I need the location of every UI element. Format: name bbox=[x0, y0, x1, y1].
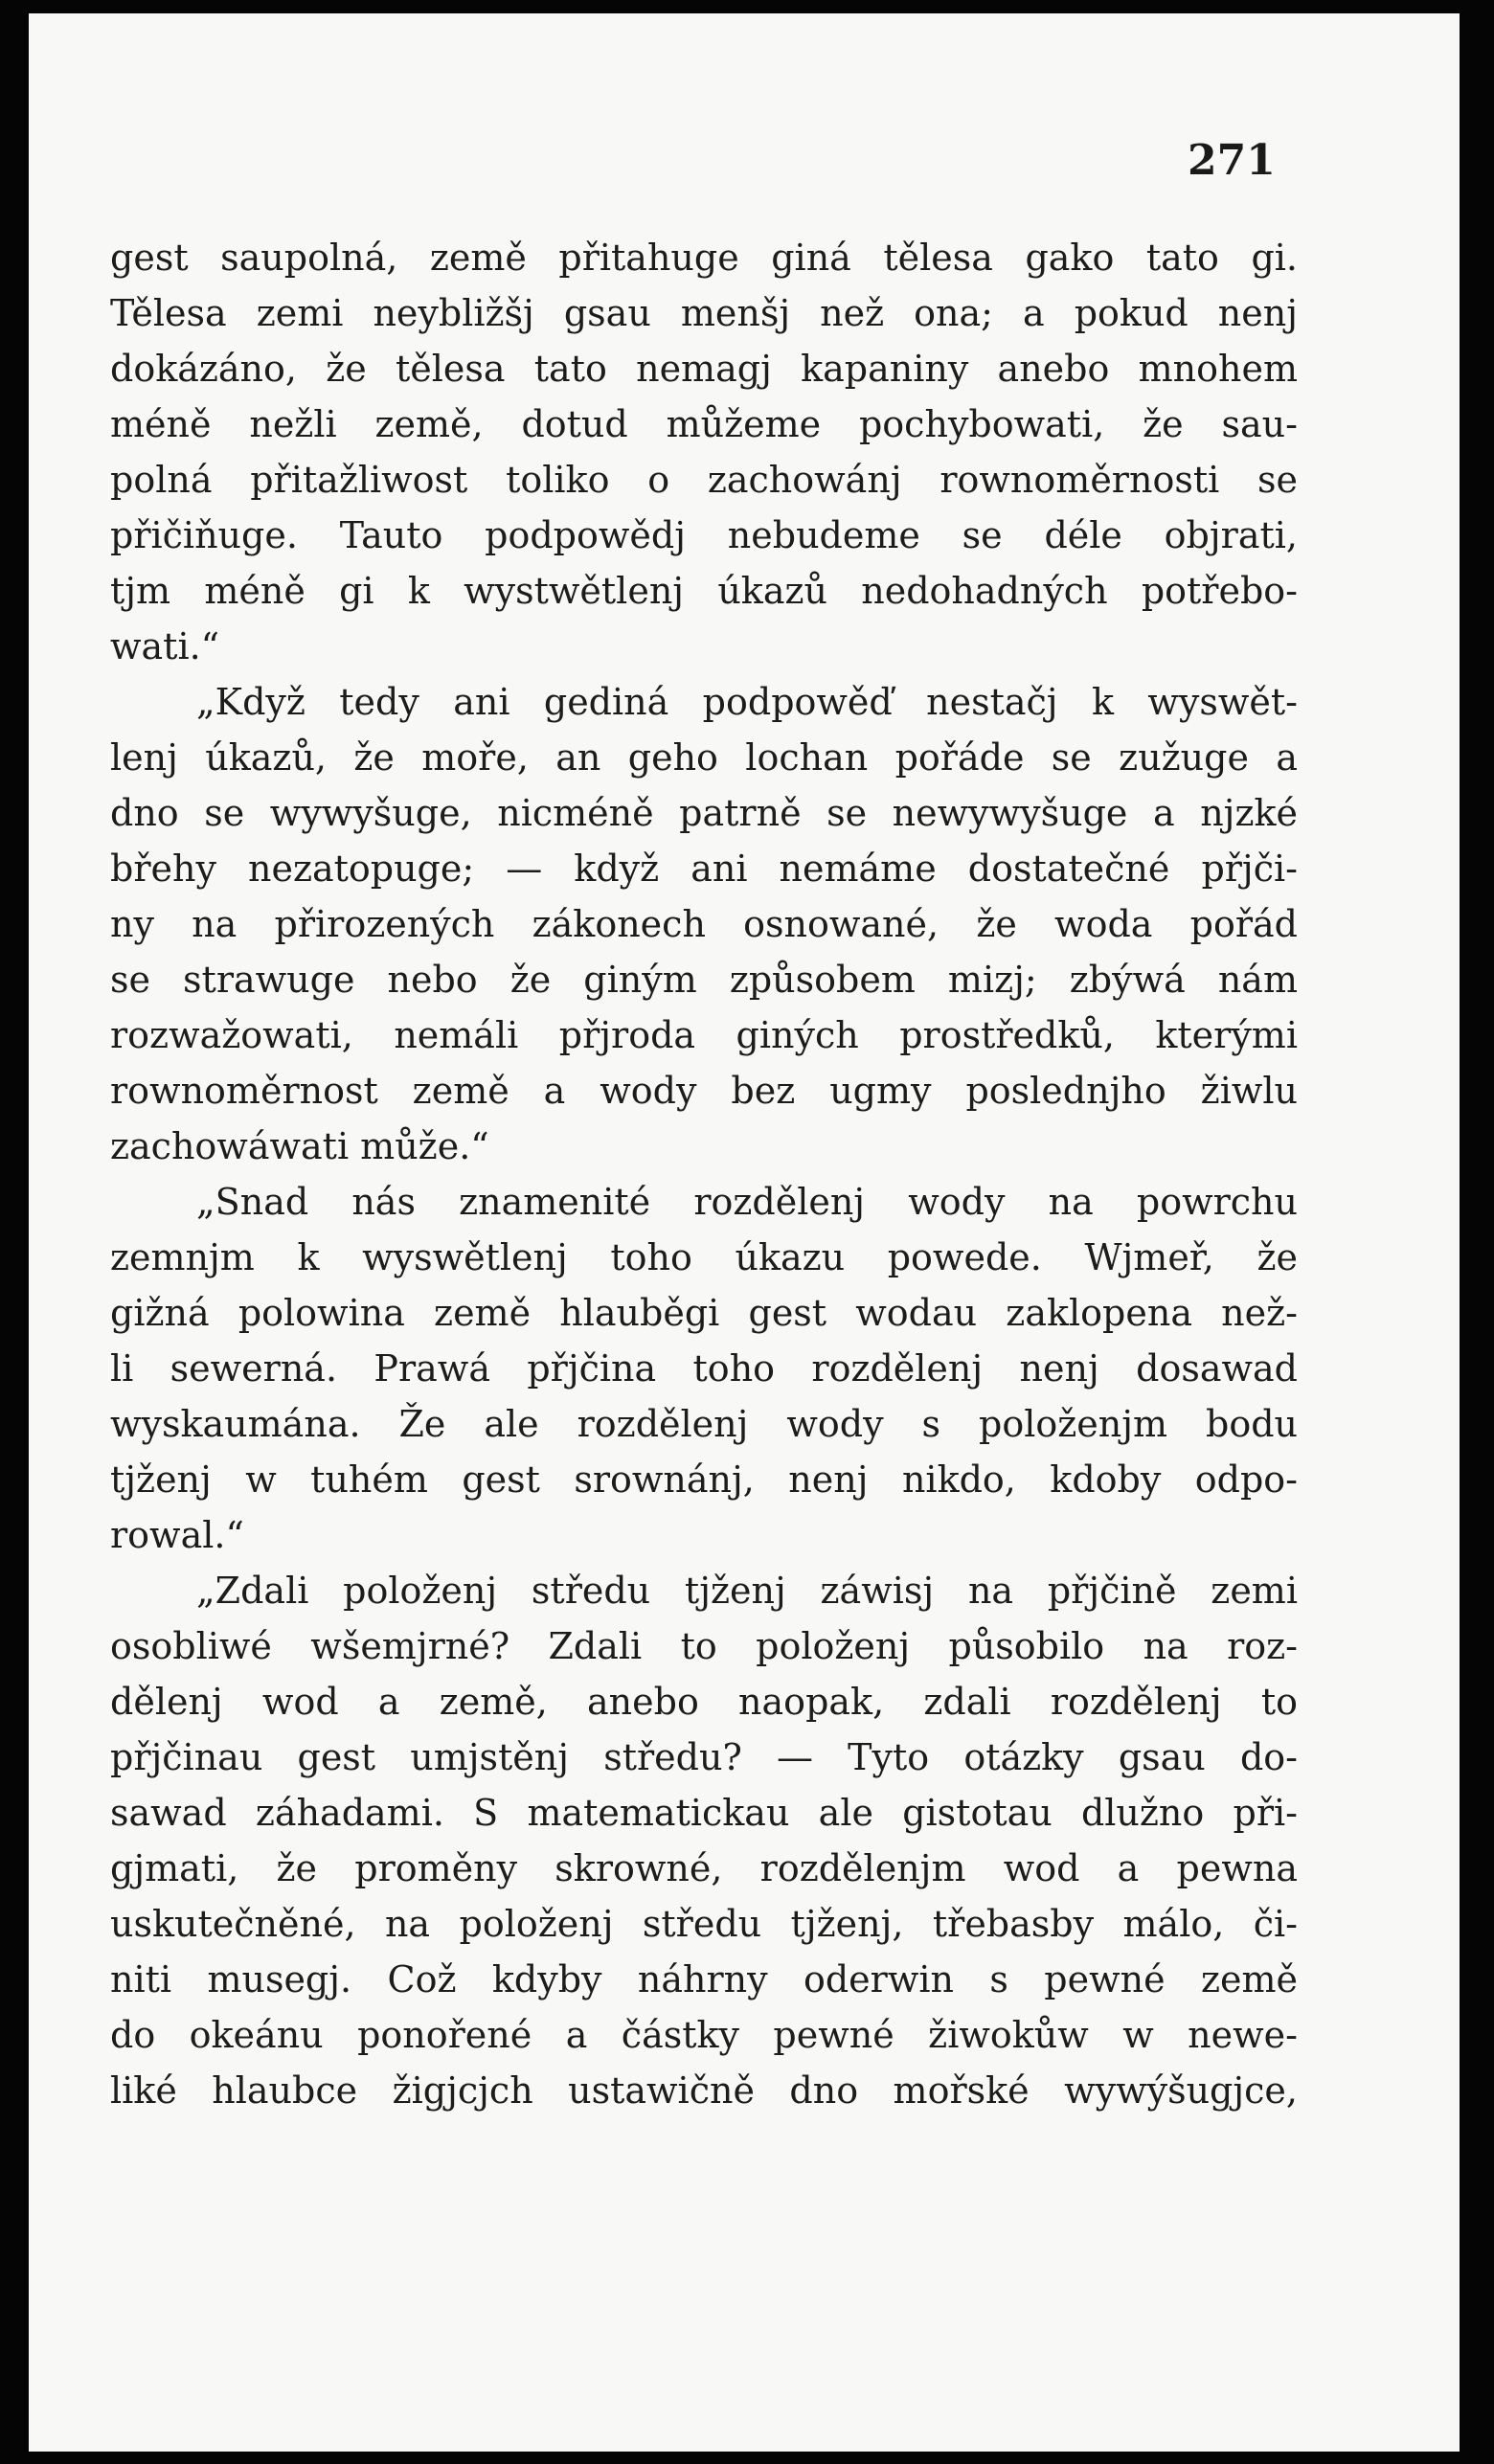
text-line: li sewerná. Prawá přjčina toho rozdělenj nenj dosawad bbox=[110, 1347, 1298, 1390]
text-line: rozwažowati, nemáli přjroda giných prostředků, kterými bbox=[110, 1014, 1298, 1056]
text-line: zachowáwati může.“ bbox=[110, 1125, 489, 1167]
text-line: do okeánu ponořené a částky pewné žiwokůw w newe- bbox=[110, 2014, 1298, 2056]
body-text bbox=[110, 230, 1298, 2118]
text-line: dokázáno, že tělesa tato nemagj kapaniny anebo mnohem bbox=[110, 348, 1298, 390]
text-line: břehy nezatopuge; — když ani nemáme dostatečné přjči- bbox=[110, 848, 1298, 890]
page-number: 271 bbox=[1188, 136, 1276, 185]
text-line: tjm méně gi k wystwětlenj úkazů nedohadných potřebo- bbox=[110, 570, 1298, 612]
text-line: se strawuge nebo že giným způsobem mizj; zbýwá nám bbox=[110, 959, 1298, 1001]
text-line: liké hlaubce žigjcjch ustawičně dno mořské wywýšugjce, bbox=[110, 2069, 1298, 2112]
text-line: wati.“ bbox=[110, 625, 220, 667]
text-line: sawad záhadami. S matematickau ale gistotau dlužno při- bbox=[110, 1792, 1298, 1834]
text-line: „Snad nás znamenité rozdělenj wody na powrchu bbox=[196, 1181, 1298, 1223]
text-line: ny na přirozených zákonech osnowané, že woda pořád bbox=[110, 903, 1298, 945]
text-line: rowal.“ bbox=[110, 1514, 244, 1556]
text-line: zemnjm k wyswětlenj toho úkazu powede. Wjmeř, že bbox=[110, 1236, 1298, 1278]
text-line: dno se wywyšuge, nicméně patrně se newywyšuge a njzké bbox=[110, 792, 1298, 834]
text-line: wyskaumána. Že ale rozdělenj wody s položenjm bodu bbox=[110, 1403, 1298, 1445]
text-line: uskutečněné, na položenj středu tjženj, třebasby málo, či- bbox=[110, 1903, 1298, 1945]
text-line: dělenj wod a země, anebo naopak, zdali rozdělenj to bbox=[110, 1681, 1298, 1723]
text-line: přjčinau gest umjstěnj středu? — Tyto otázky gsau do- bbox=[110, 1736, 1298, 1778]
text-line: rownoměrnost země a wody bez ugmy poslednjho žiwlu bbox=[110, 1070, 1298, 1112]
text-line: niti musegj. Což kdyby náhrny oderwin s pewné země bbox=[110, 1958, 1298, 2001]
text-line: gest saupolná, země přitahuge giná tělesa gako tato gi. bbox=[110, 237, 1298, 279]
text-line: „Když tedy ani gediná podpowěď nestačj k wyswět- bbox=[196, 681, 1298, 723]
text-line: přičiňuge. Tauto podpowědj nebudeme se déle objrati, bbox=[110, 514, 1298, 556]
book-page bbox=[29, 13, 1460, 2452]
text-line: polná přitažliwost toliko o zachowánj rownoměrnosti se bbox=[110, 459, 1298, 501]
text-line: gjmati, že proměny skrowné, rozdělenjm wod a pewna bbox=[110, 1847, 1298, 1889]
text-line: „Zdali položenj středu tjženj záwisj na přjčině zemi bbox=[196, 1570, 1298, 1612]
text-line: méně nežli země, dotud můžeme pochybowati, že sau- bbox=[110, 403, 1298, 445]
text-line: Tělesa zemi neybližšj gsau menšj než ona; a pokud nenj bbox=[110, 292, 1298, 334]
text-line: gižná polowina země hlauběgi gest wodau zaklopena než- bbox=[110, 1292, 1298, 1334]
text-line: lenj úkazů, že moře, an geho lochan pořáde se zužuge a bbox=[110, 736, 1298, 779]
text-line: osobliwé wšemjrné? Zdali to položenj působilo na roz- bbox=[110, 1625, 1298, 1667]
text-line: tjženj w tuhém gest srownánj, nenj nikdo, kdoby odpo- bbox=[110, 1458, 1298, 1501]
